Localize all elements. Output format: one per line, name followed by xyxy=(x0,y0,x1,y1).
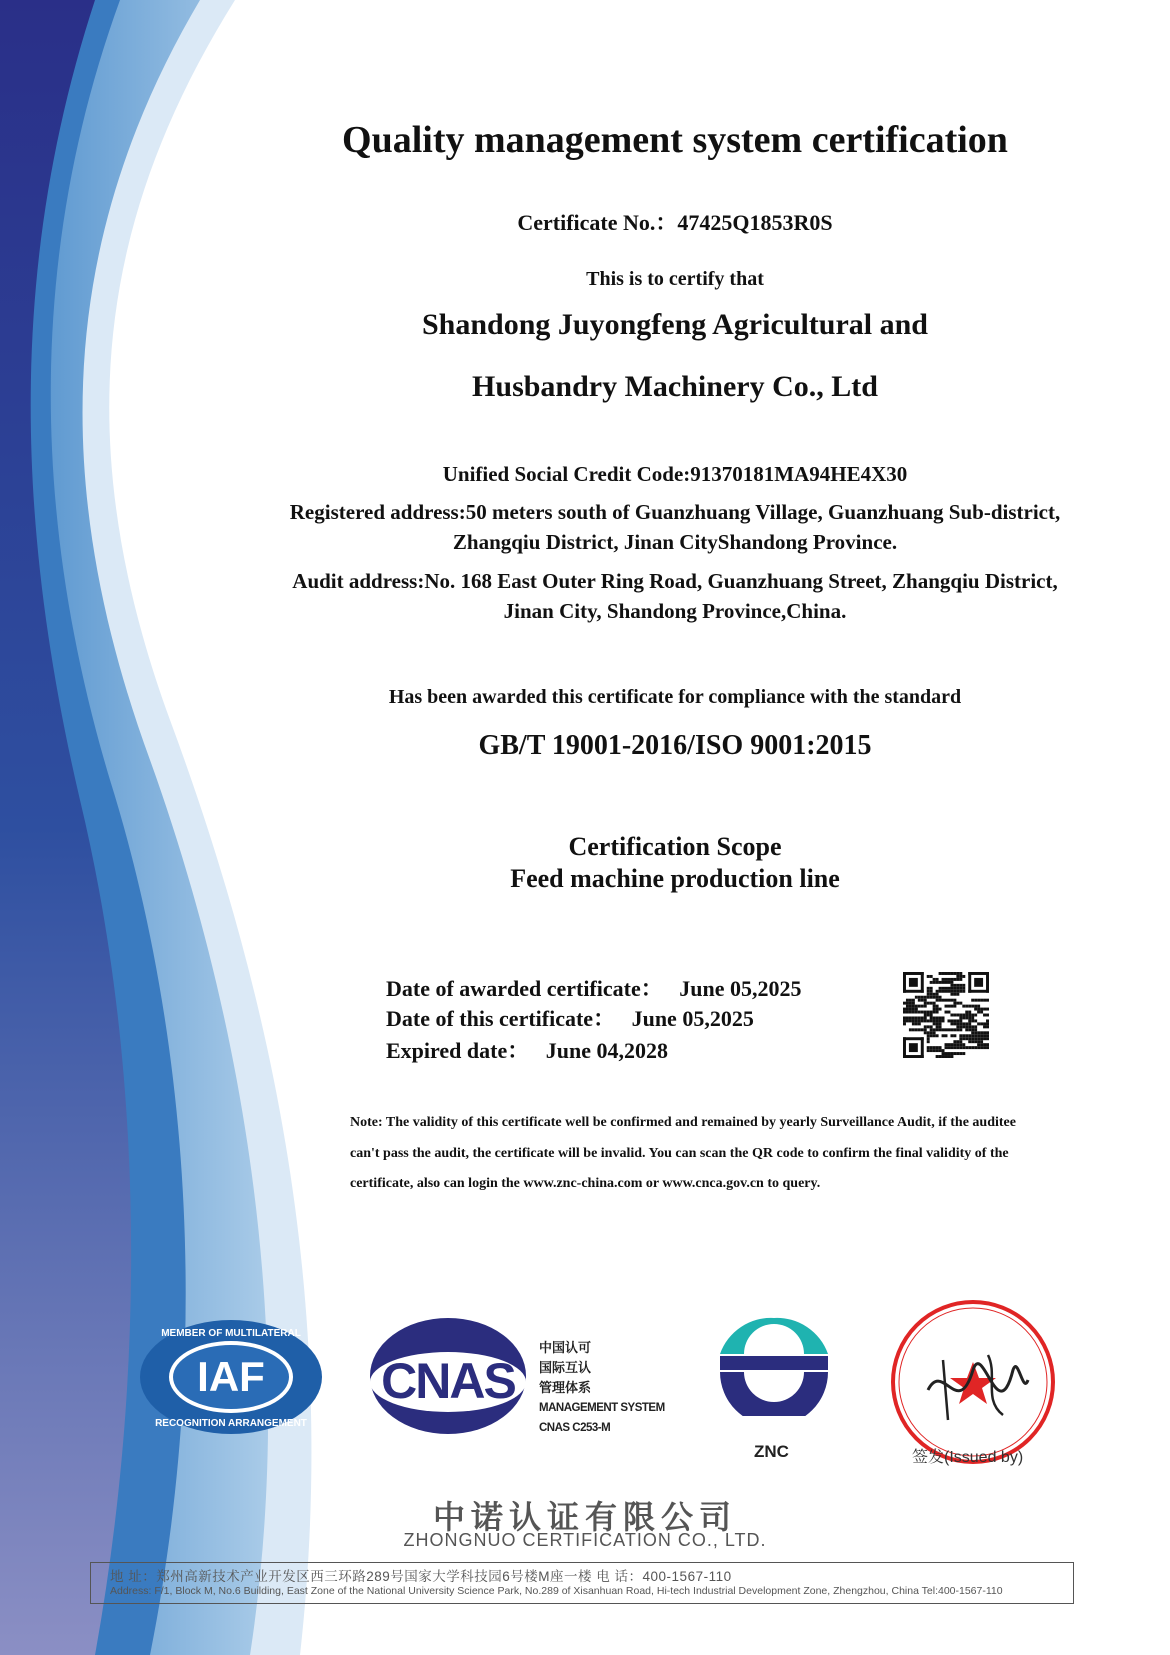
date-this-label: Date of this certificate： xyxy=(386,1006,616,1031)
company-name-line2: Husbandry Machinery Co., Ltd xyxy=(472,370,878,403)
date-this xyxy=(386,1002,754,1033)
cnas-en-line: MANAGEMENT SYSTEM xyxy=(539,1402,665,1414)
svg-text:CNAS: CNAS xyxy=(381,1353,515,1409)
company-name-line1: Shandong Juyongfeng Agricultural and xyxy=(422,308,928,341)
date-expired-label: Expired date： xyxy=(386,1038,530,1063)
svg-text:MEMBER OF MULTILATERAL: MEMBER OF MULTILATERAL xyxy=(161,1328,301,1339)
validity-note: Note: The validity of this certificate well be confirmed and remained by yearly Surveillance Audit, if the auditee can't pass the audit, the certificate will be invalid. You can scan the QR code to confirm the final validity of the certificate, also can login the www.znc-china.com or www.cnca.gov.cn to query. xyxy=(350,1115,1016,1191)
certificate-number: Certificate No.：47425Q1853R0S xyxy=(517,210,833,235)
scope-value: Feed machine production line xyxy=(510,864,840,893)
cnas-cn-line3: 管理体系 xyxy=(539,1380,592,1395)
cnas-code: CNAS C253-M xyxy=(539,1422,611,1434)
address-en: Address: F/1, Block M, No.6 Building, East Zone of the National University Science Park, No.289 of Xisanhuan Road, Hi-tech Industrial Development Zone, Zhengzhou, China Tel:400-1567-110 xyxy=(110,1585,1003,1597)
cnas-cn-line1: 中国认可 xyxy=(539,1340,592,1355)
qr-code-icon[interactable] xyxy=(903,972,989,1058)
issued-by-label: 签发(Issued by) xyxy=(912,1449,1024,1466)
svg-text:RECOGNITION ARRANGEMENT: RECOGNITION ARRANGEMENT xyxy=(155,1418,307,1429)
audit-address: Audit address:No. 168 East Outer Ring Road, Guanzhuang Street, Zhangqiu District, Jinan City, Shandong Province,China. xyxy=(292,569,1058,623)
date-awarded-label: Date of awarded certificate： xyxy=(386,976,663,1001)
scope-heading: Certification Scope xyxy=(568,832,782,861)
issuer-name-en: ZHONGNUO CERTIFICATION CO., LTD. xyxy=(403,1530,767,1550)
issuer-name-cn: 中诺认证有限公司 xyxy=(432,1499,737,1535)
certificate-title: Quality management system certification xyxy=(342,119,1008,161)
znc-logo-icon xyxy=(714,1312,834,1416)
date-this-value: June 05,2025 xyxy=(631,1006,754,1031)
iaf-logo-icon xyxy=(138,1318,324,1436)
registered-address: Registered address:50 meters south of Guanzhuang Village, Guanzhuang Sub-district, Zhangqiu District, Jinan CityShandong Province. xyxy=(289,500,1061,554)
date-expired xyxy=(386,1034,668,1065)
cnas-text xyxy=(539,1338,665,1438)
address-cn: 地 址：郑州高新技术产业开发区西三环路289号国家大学科技园6号楼M座一楼 电 话：400-1567-110 xyxy=(110,1569,732,1584)
date-expired-value: June 04,2028 xyxy=(545,1038,668,1063)
znc-label: ZNC xyxy=(754,1442,789,1461)
date-awarded xyxy=(386,972,801,1003)
standard: GB/T 19001-2016/ISO 9001:2015 xyxy=(478,730,872,761)
certify-text: This is to certify that xyxy=(586,268,764,290)
awarded-text: Has been awarded this certificate for compliance with the standard xyxy=(388,686,962,708)
cnas-cn-line2: 国际互认 xyxy=(539,1360,592,1375)
date-awarded-value: June 05,2025 xyxy=(679,976,802,1001)
svg-text:IAF: IAF xyxy=(197,1353,265,1400)
cnas-logo-icon xyxy=(368,1316,528,1436)
credit-code: Unified Social Credit Code:91370181MA94HE4X30 xyxy=(442,462,908,486)
